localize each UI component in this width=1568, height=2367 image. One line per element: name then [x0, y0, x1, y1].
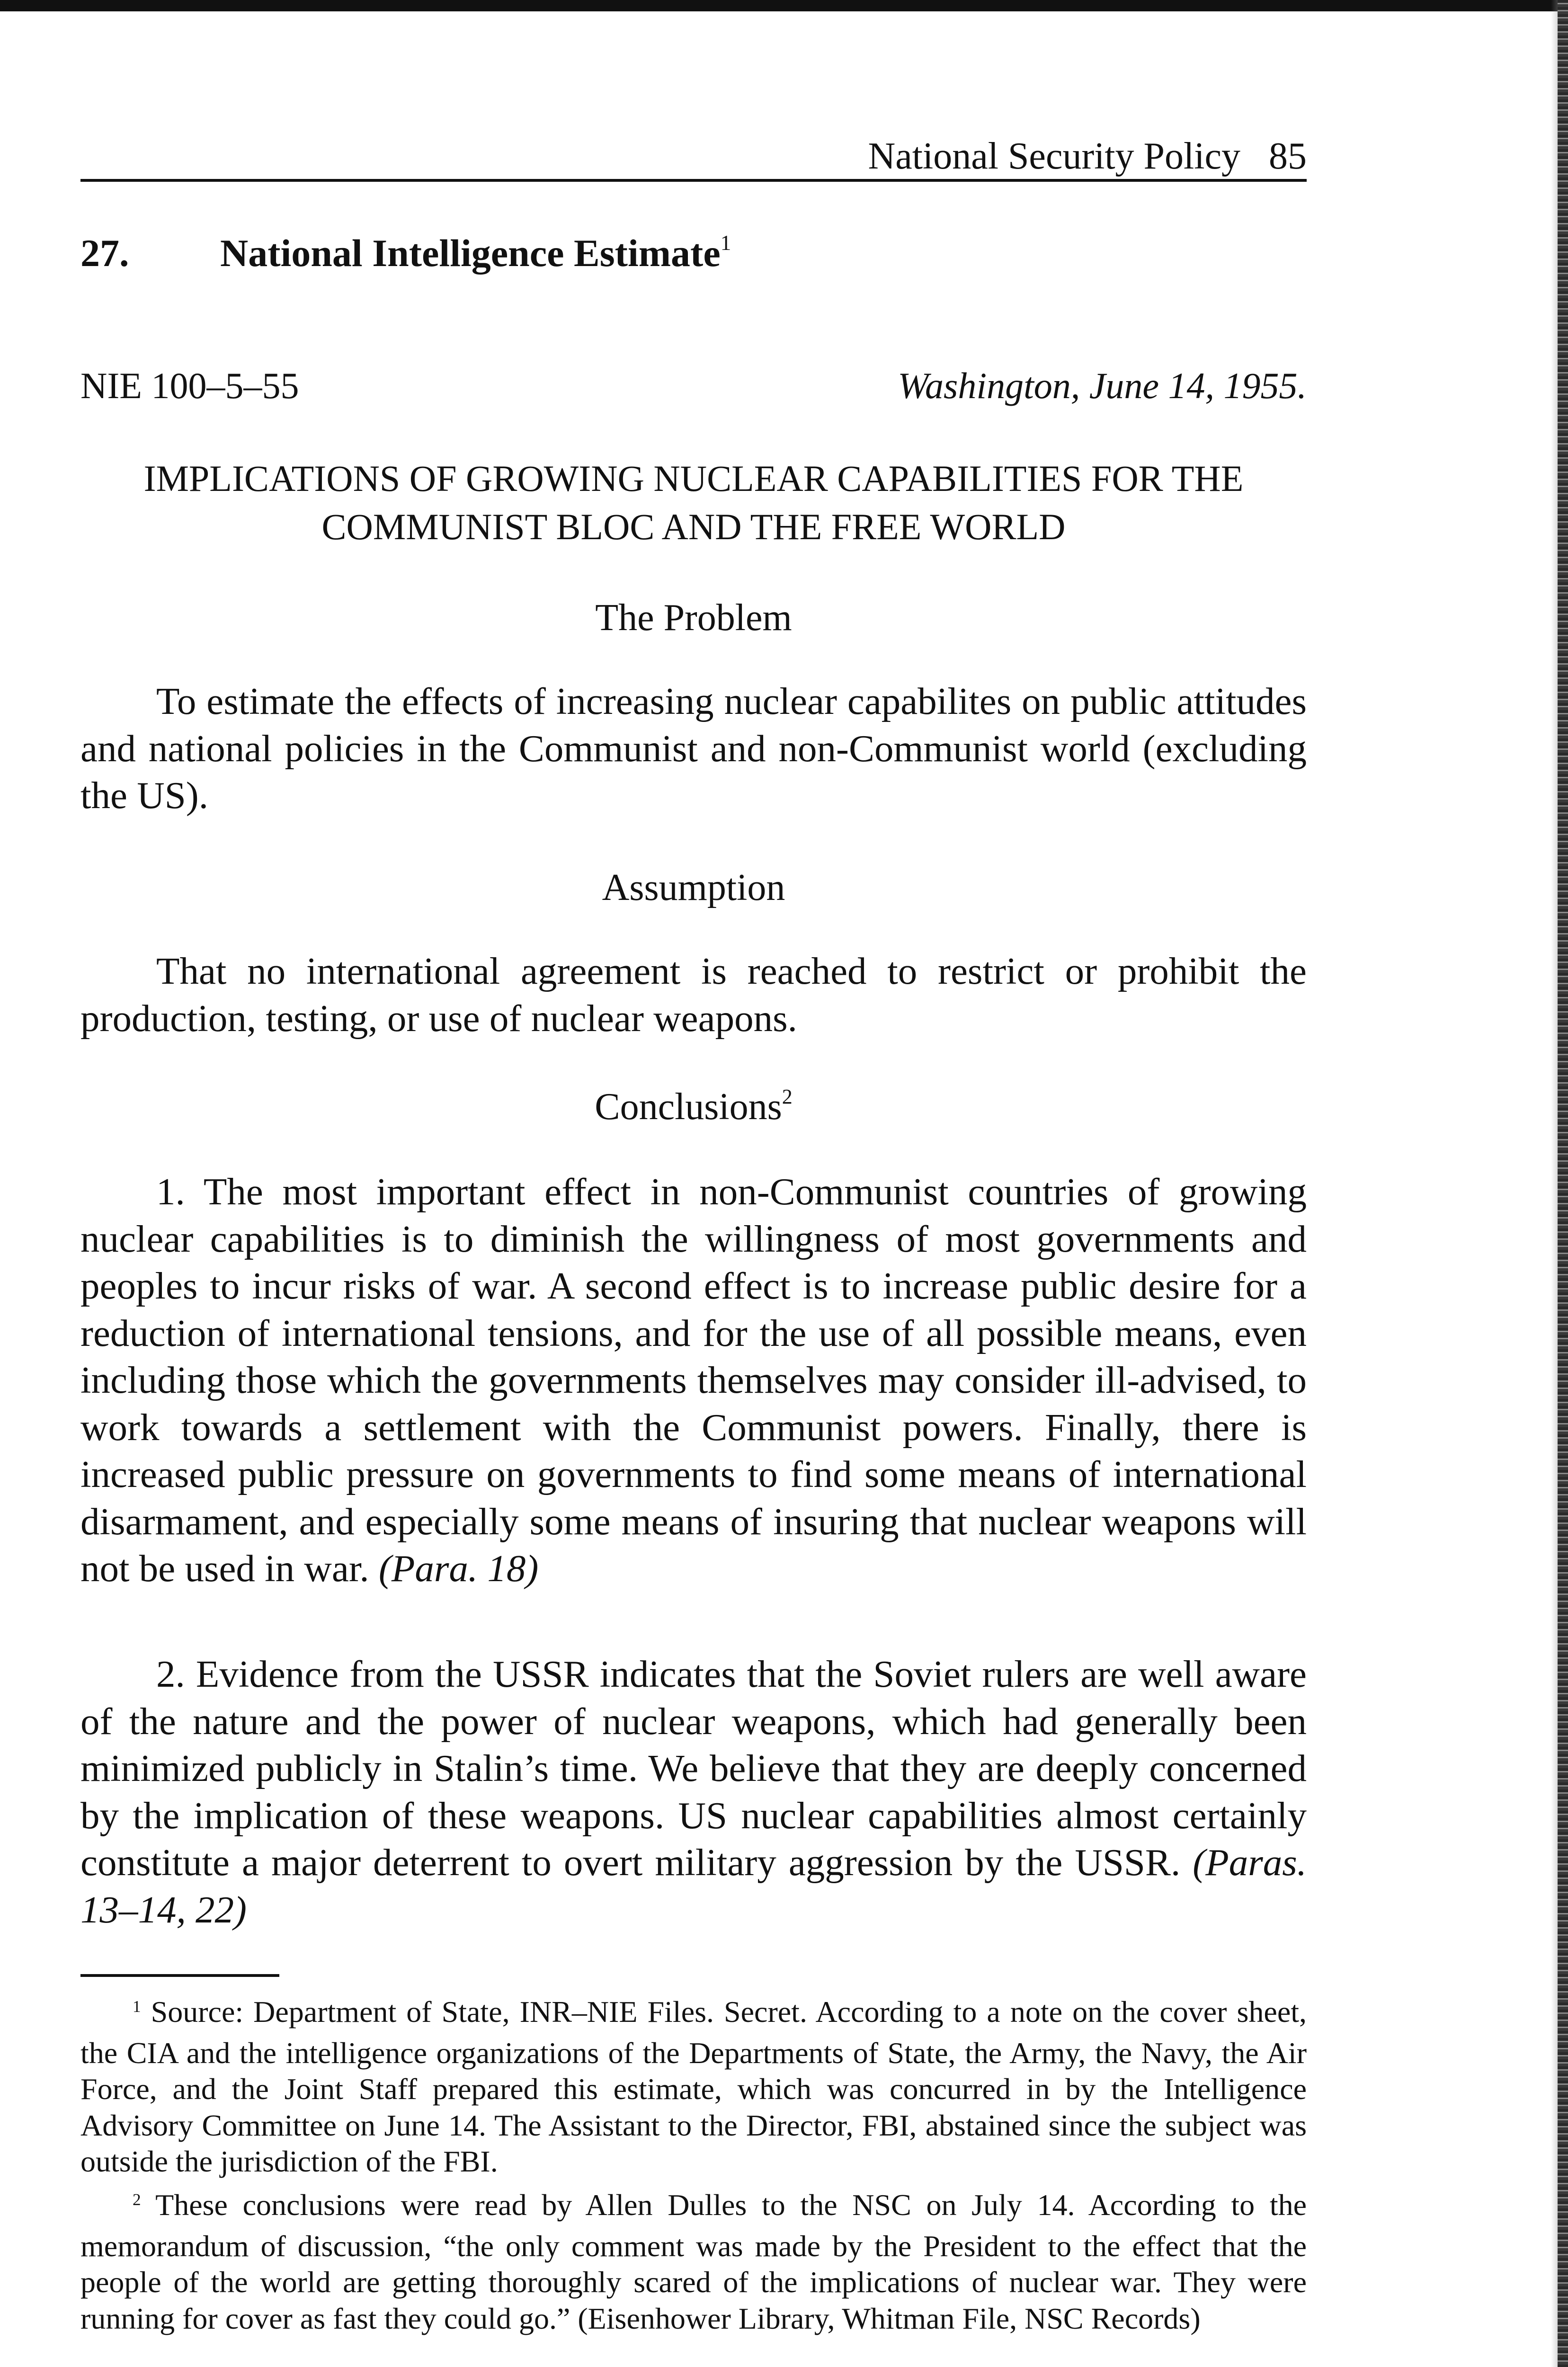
footnote-ref-2[interactable]: 2 — [782, 1085, 793, 1108]
running-head — [868, 133, 1307, 180]
conclusion-paragraph-2 — [80, 1651, 1307, 1933]
document-page — [80, 0, 1307, 2367]
estimate-title-line-1: IMPLICATIONS OF GROWING NUCLEAR CAPABILITIES FOR THE — [143, 458, 1244, 499]
document-number: 27. — [80, 231, 129, 275]
problem-heading: The Problem — [595, 597, 792, 639]
footnote-1-text: Source: Department of State, INR–NIE Files. Secret. According to a note on the cover sheet, the CIA and the intelligence organizations of the Departments of State, the Army, the Navy, the Air Force, and the Joint Staff prepared this estimate, which was concurred in by the Intelligence Advisory Committee on June 14. The Assistant to the Director, FBI, abstained since the subject was outside the jurisdiction of the FBI. — [80, 1995, 1307, 2178]
estimate-title-line-2: COMMUNIST BLOC AND THE FREE WORLD — [321, 506, 1066, 547]
running-head-title: National Security Policy — [868, 135, 1240, 177]
footnote-1-marker: 1 — [133, 1997, 141, 2016]
problem-paragraph: To estimate the effects of increasing nuclear capabilites on public attitudes and national policies in the Communist and non-Communist world (excluding the US). — [80, 680, 1307, 817]
scan-right-edge — [1558, 0, 1568, 2367]
footnote-1 — [80, 1994, 1307, 2180]
conclusions-heading-text: Conclusions — [595, 1086, 782, 1128]
document-heading — [80, 227, 731, 285]
nie-identifier: NIE 100–5–55 — [80, 365, 299, 406]
conclusions-heading — [80, 1083, 1307, 1136]
estimate-title — [80, 454, 1307, 551]
footnote-ref-1[interactable]: 1 — [720, 231, 731, 255]
footnote-rule — [80, 1974, 279, 1977]
conclusion-2-text: 2. Evidence from the USSR indicates that the Soviet rulers are well aware of the nature and the power of nuclear weapons, which had generally been minimized publicly in Stalin’s time. We believe that they are deeply concerned by the implication of these weapons. US nuclear capabilities almost certainly constitute a major deterrent to overt military aggression by the USSR. — [80, 1653, 1307, 1884]
assumption-heading: Assumption — [602, 867, 785, 908]
footnote-2-text: These conclusions were read by Allen Dulles to the NSC on July 14. According to the memorandum of discussion, “the only comment was made by the President to the effect that the people of the world are getting thoroughly scared of the implications of nuclear war. They were running for cover as fast they could go.” (Eisenhower Library, Whitman File, NSC Records) — [80, 2188, 1307, 2335]
scan-edge-shadow — [1551, 0, 1558, 2367]
assumption-paragraph: That no international agreement is reached to restrict or prohibit the production, testing, or use of nuclear weapons. — [80, 950, 1307, 1040]
conclusion-1-reference: (Para. 18) — [378, 1547, 539, 1590]
conclusion-1-text: 1. The most important effect in non-Communist countries of growing nuclear capabilities is to diminish the willingness of most governments and peoples to incur risks of war. A second effect is to increase public desire for a reduction of international tensions, and for the use of all possible means, even including those which the governments themselves may consider ill-advised, to work towards a settlement with the Communist powers. Finally, there is increased public pressure on governments to find some means of international disarmament, and especially some means of insuring that nuclear weapons will not be used in war. — [80, 1170, 1307, 1590]
document-id-line — [80, 362, 1307, 409]
place-date: Washington, June 14, 1955. — [898, 365, 1307, 406]
page-number: 85 — [1269, 135, 1307, 177]
footnote-2 — [80, 2187, 1307, 2337]
conclusion-2-reference: (Paras. 13–14, 22) — [80, 1841, 1307, 1931]
document-title: National Intelligence Estimate — [220, 231, 721, 275]
footnote-2-marker: 2 — [133, 2190, 141, 2209]
conclusion-paragraph-1 — [80, 1168, 1307, 1593]
header-rule — [80, 179, 1307, 182]
